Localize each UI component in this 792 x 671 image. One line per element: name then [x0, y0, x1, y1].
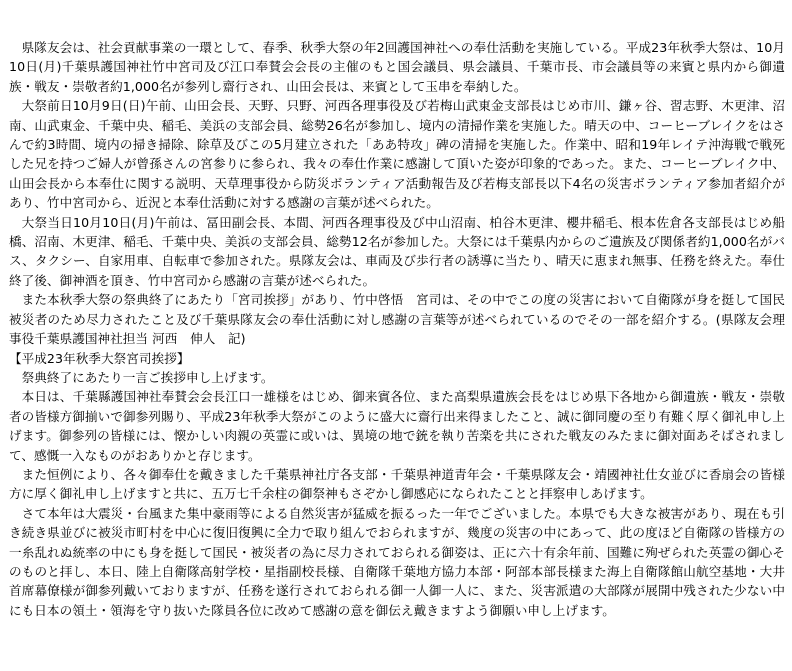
paragraph-eve-cleanup: 大祭前日10月9日(日)午前、山田会長、天野、只野、河西各理事役及び若梅山武東金支部長はじめ市川、鎌ヶ谷、習志野、木更津、沼南、山武東金、千葉中央、稲毛、美浜の支部会員、総勢26名が参加し、境内の清掃作業を実施した。晴天の中、コーヒーブレイクをはさんで約3時間、境内の掃き掃除、除草及びこの5月建立された「ああ特攻」碑の清掃を実施した。作業中、昭和19年レイテ沖海戦で戦死した兄を持つご婦人が曾孫さんの宮参りに参られ、我々の奉仕作業に感謝して頂いた姿が印象的であった。また、コーヒーブレイク中、山田会長から本奉仕に関する説明、天草理事役から防災ボランティア活動報告及び若梅支部長以下4名の災害ボランティア参加者紹介があり、竹中宮司から、近況と本奉仕活動に対する感謝の言葉が述べられた。 — [9, 98, 785, 211]
paragraph-greeting-thanks: 本日は、千葉縣護国神社奉賛会会長江口一雄様をはじめ、御来賓各位、また高梨県遺族会長をはじめ県下各地から御遺族・戦友・崇敬者の皆様方御揃いで御参列賜り、平成23年秋季大祭がこのように盛大に齋行出来得ましたこと、誠に御同慶の至り有難く厚く御礼申し上げます。御参列の皆様には、懐かしい肉親の英霊に或いは、異境の地で銃を執り苦楽を共にされた戦友のみたまに御対面あそばされまして、感慨一入なものがおありかと存じます。 — [9, 389, 785, 463]
paragraph-greeting-service: また恒例により、各々御奉仕を戴きました千葉県神社庁各支部・千葉県神道青年会・千葉県隊友会・靖國神社仕女並びに香扇会の皆様方に厚く御礼申し上げますと共に、五万七千余柱の御祭神もさぞかし御感応になられたことと拝察申しあげます。 — [9, 466, 785, 502]
paragraph-priest-greeting-intro: また本秋季大祭の祭典終了にあたり「宮司挨拶」があり、竹中啓悟 宮司は、その中でこの度の災害において自衛隊が身を挺して国民被災者のため尽力されたこと及び千葉県隊友会の奉仕活動に対し感謝の言葉等が述べられているのでその一部を紹介する。(県隊友会理事役千葉県護国神社担当 河西 伸人 記) — [9, 292, 785, 347]
section-heading: 【平成23年秋季大祭宮司挨拶】 — [9, 350, 190, 366]
paragraph-festival-day: 大祭当日10月10日(月)午前は、冨田副会長、本間、河西各理事役及び中山沼南、柏谷木更津、櫻井稲毛、根本佐倉各支部長はじめ船橋、沼南、木更津、稲毛、千葉中央、美浜の支部会員、総勢12名が参加した。大祭には千葉県内からのご遺族及び関係者約1,000名がバス、タクシー、自家用車、自転車で参加された。県隊友会は、車両及び歩行者の誘導に当たり、晴天に恵まれ無事、任務を終えた。奉仕終了後、御神酒を頂き、竹中宮司から感謝の言葉が述べられた。 — [9, 214, 785, 288]
paragraph-intro: 県隊友会は、社会貢献事業の一環として、春季、秋季大祭の年2回護国神社への奉仕活動を実施している。平成23年秋季大祭は、10月10日(月)千葉県護国神社竹中宮司及び江口奉賛会会長の主催のもと国会議員、県会議員、千葉市長、市会議員等の来賓と県内から御遺族・戦友・崇敬者約1,000名が参列し齋行され、山田会長は、来賓として玉串を奉納した。 — [9, 40, 785, 94]
document-body — [9, 38, 785, 620]
paragraph-greeting-disaster: さて本年は大震災・台風また集中豪雨等による自然災害が猛威を振るった一年でございました。本県でも大きな被害があり、現在も引き続き県並びに被災市町村を中心に復旧復興に全力で取り組んでおられますが、幾度の災害の中にあって、此の度ほど自衛隊の皆様方の一糸乱れぬ統率の中にも身を挺して国民・被災者の為に尽力されておられる御姿は、正に六十有余年前、国難に殉ぜられた英霊の御心そのものと拝し、本日、陸上自衛隊高射学校・星指副校長様、自衛隊千葉地方協力本部・阿部本部長様また海上自衛隊館山航空基地・大井首席幕僚様が御参列戴いておりますが、任務を遂行されておられる御一人御一人に、また、災害派遣の大部隊が展開中残された少ない中にも日本の領土・領海を守り抜いた隊員各位に改めて感謝の意を御伝え戴きますよう御願い申し上げます。 — [9, 505, 785, 618]
paragraph-greeting-opening: 祭典終了にあたり一言ご挨拶申し上げます。 — [21, 369, 274, 385]
